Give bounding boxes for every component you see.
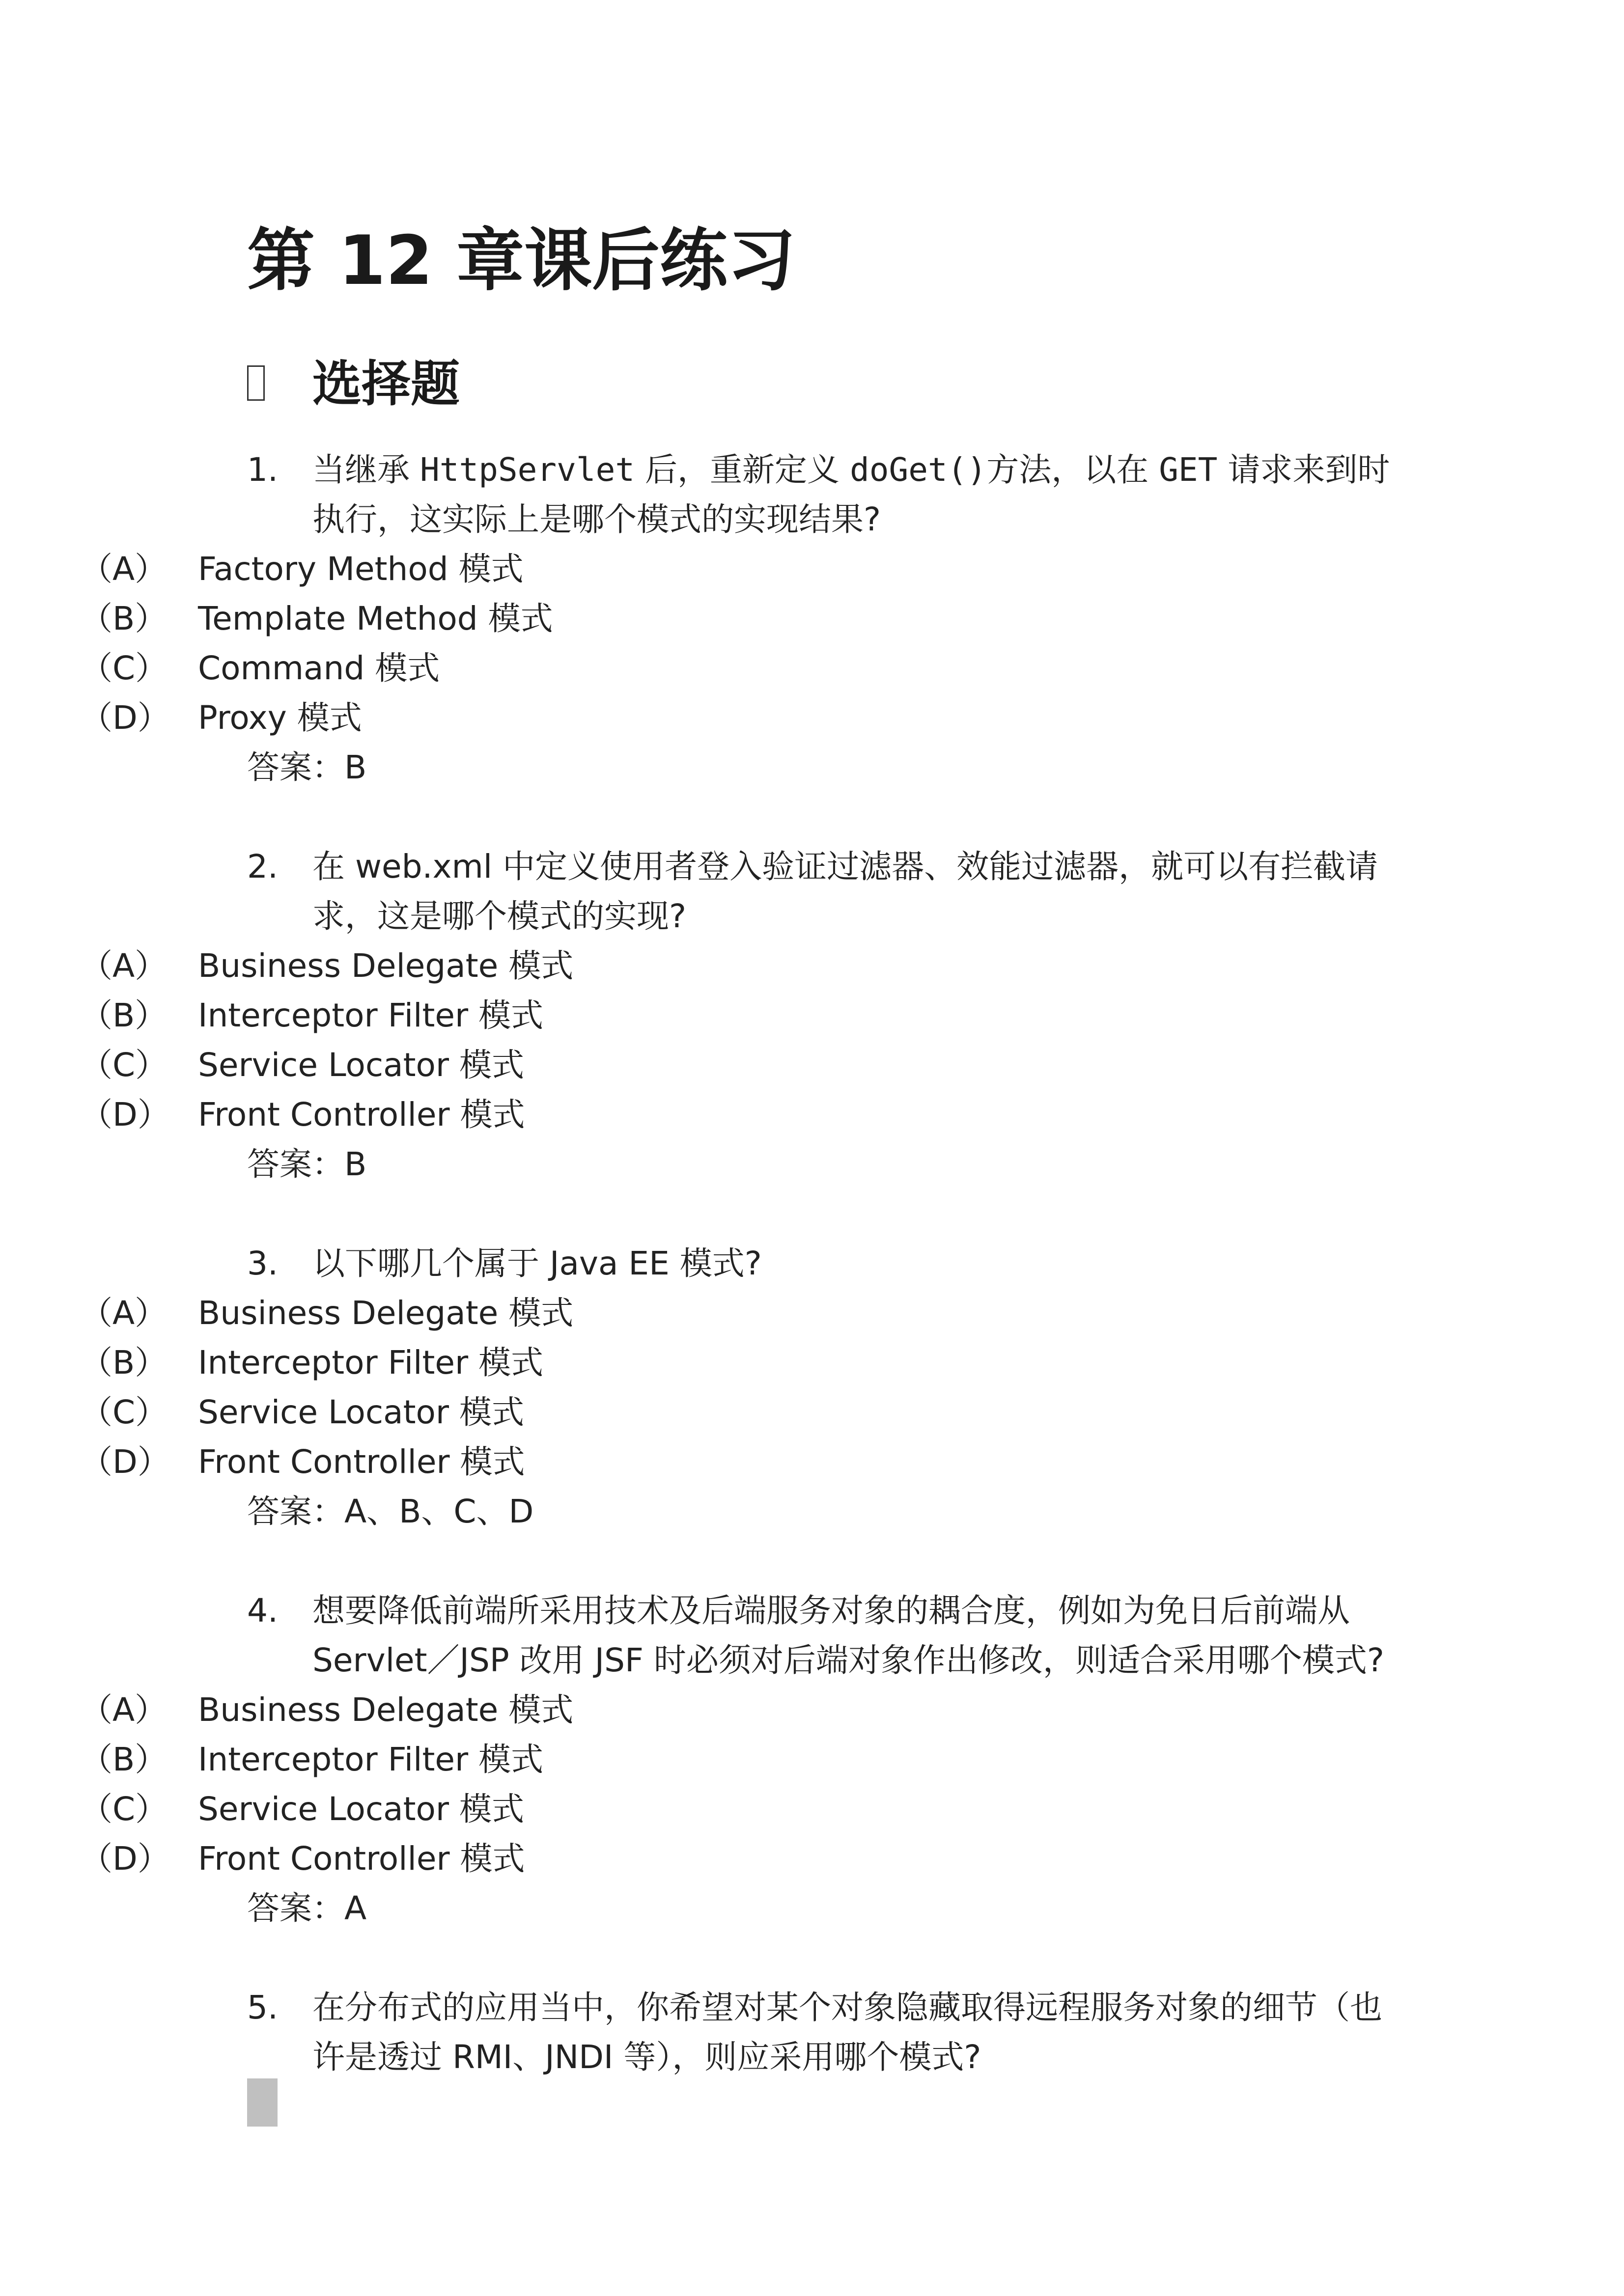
- page-title: 第 12 章课后练习: [247, 221, 796, 300]
- question-line: 在分布式的应用当中，你希望对某个对象隐藏取得远程服务对象的细节（也: [312, 1989, 1382, 2026]
- code-get: GET: [1159, 451, 1218, 489]
- option-text: Interceptor Filter 模式: [198, 996, 544, 1034]
- option-label: （C）: [80, 1046, 168, 1084]
- option-label: （A）: [80, 1691, 168, 1729]
- question-text: [312, 842, 1432, 941]
- option-label: （C）: [80, 1393, 168, 1431]
- option-text: Command 模式: [198, 649, 440, 687]
- question-line: Servlet／JSP 改用 JSF 时必须对后端对象作出修改，则适合采用哪个模式?: [312, 1641, 1384, 1679]
- option-label: （B）: [80, 996, 168, 1034]
- code-httpservlet: HttpServlet: [420, 451, 635, 489]
- question-line: 执行，这实际上是哪个模式的实现结果?: [312, 500, 881, 538]
- option-text: Front Controller 模式: [198, 1840, 525, 1878]
- option-text: Business Delegate 模式: [198, 947, 574, 985]
- option-text: Front Controller 模式: [198, 1443, 525, 1481]
- question-line: 在 web.xml 中定义使用者登入验证过滤器、效能过滤器，就可以有拦截请: [312, 848, 1378, 885]
- option-label: （C）: [80, 649, 168, 687]
- section-bullet-icon: [247, 365, 265, 401]
- option-label: （A）: [80, 947, 168, 985]
- question-line: 许是透过 RMI、JNDI 等），则应采用哪个模式?: [312, 2038, 981, 2076]
- answer-3: 答案：A、B、C、D: [247, 1493, 534, 1530]
- option-label: （D）: [80, 699, 170, 737]
- option-text: Factory Method 模式: [198, 550, 524, 588]
- question-text: [312, 1983, 1432, 2082]
- question-line: 求，这是哪个模式的实现?: [312, 897, 687, 935]
- option-text: Proxy 模式: [198, 699, 362, 737]
- option-text: Template Method 模式: [198, 600, 553, 637]
- option-text: Business Delegate 模式: [198, 1294, 574, 1332]
- question-number: 2.: [247, 848, 278, 885]
- text-run: 后，重新定义: [635, 451, 850, 489]
- answer-2: 答案：B: [247, 1145, 367, 1183]
- option-label: （B）: [80, 600, 168, 637]
- highlight-marker: [247, 2078, 278, 2127]
- option-text: Business Delegate 模式: [198, 1691, 574, 1729]
- option-label: （C）: [80, 1790, 168, 1828]
- option-text: Service Locator 模式: [198, 1046, 524, 1084]
- question-number: 4.: [247, 1592, 278, 1630]
- question-text: [312, 445, 1432, 544]
- option-label: （A）: [80, 1294, 168, 1332]
- question-line: [312, 445, 1432, 495]
- question-text: [312, 1586, 1432, 1685]
- option-label: （A）: [80, 550, 168, 588]
- option-text: Interceptor Filter 模式: [198, 1741, 544, 1778]
- option-label: （B）: [80, 1344, 168, 1382]
- option-label: （D）: [80, 1840, 170, 1878]
- question-number: 5.: [247, 1989, 278, 2026]
- option-text: Service Locator 模式: [198, 1393, 524, 1431]
- option-label: （D）: [80, 1443, 170, 1481]
- text-run: 当继承: [312, 451, 420, 489]
- question-text: [312, 1239, 1432, 1288]
- question-line: 以下哪几个属于 Java EE 模式?: [312, 1245, 762, 1282]
- option-label: （D）: [80, 1096, 170, 1134]
- code-doget: doGet(): [850, 451, 987, 489]
- question-number: 3.: [247, 1245, 278, 1282]
- question-line: 想要降低前端所采用技术及后端服务对象的耦合度，例如为免日后前端从: [312, 1592, 1350, 1630]
- answer-4: 答案：A: [247, 1889, 367, 1927]
- question-number: 1.: [247, 451, 278, 489]
- option-text: Service Locator 模式: [198, 1790, 524, 1828]
- option-text: Front Controller 模式: [198, 1096, 525, 1134]
- text-run: 方法，以在: [986, 451, 1159, 489]
- answer-1: 答案：B: [247, 748, 367, 786]
- text-run: 请求来到时: [1217, 451, 1390, 489]
- option-text: Interceptor Filter 模式: [198, 1344, 544, 1382]
- section-heading-label: 选择题: [312, 355, 460, 413]
- option-label: （B）: [80, 1741, 168, 1778]
